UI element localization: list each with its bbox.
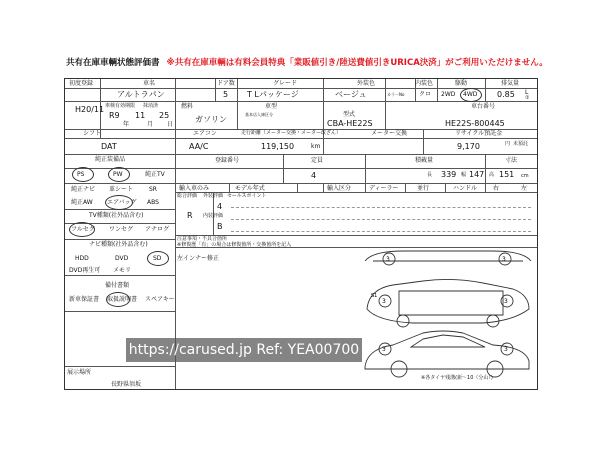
value-month: 11: [135, 111, 146, 120]
label-dealer: ディーラー: [369, 185, 399, 192]
size-unit: cm: [521, 173, 529, 179]
label-import-type: 輸入区分: [327, 185, 352, 192]
value-car-name: アルトラパン: [117, 90, 165, 99]
diagram-mark-2: 3: [502, 256, 506, 263]
value-aircon: AA/C: [189, 142, 209, 151]
value-model: CBA-HE22S: [327, 119, 373, 128]
equip-aw: 純正AW: [71, 199, 93, 206]
equip-airbag-circle: [105, 195, 133, 210]
tire-note: ※各タイヤ残溝(新〜10（分山）): [421, 375, 493, 381]
label-doors: ドア数: [217, 80, 235, 87]
value-overall: R: [187, 211, 193, 220]
year-unit: 年: [123, 121, 130, 128]
notes-sub: ※修復歴「有」の場合は修復箇所・交換箇所を記入: [177, 242, 292, 248]
value-displacement-mark: ①: [525, 95, 530, 101]
label-dereg: 抹消済: [143, 103, 159, 109]
location-title: 展示場所: [67, 369, 92, 376]
equip-tv: 純正TV: [145, 171, 165, 178]
value-recycle: 9,170: [457, 142, 480, 151]
tv-analog: アナログ: [145, 226, 170, 233]
label-chassis-num: 車台番号: [471, 103, 496, 110]
label-interior: 内装評価: [203, 213, 224, 219]
label-shift: シフト: [83, 130, 102, 137]
label-car-name: 車名: [143, 80, 156, 87]
value-displacement-unit: L: [525, 89, 529, 96]
label-drive: 駆動: [455, 80, 468, 87]
label-meter-change: メーター交換: [371, 130, 408, 137]
value-interior-color: クロ: [419, 91, 432, 98]
equip-airbag: エアバッグ: [107, 199, 137, 206]
equip-pw: PW: [113, 171, 123, 178]
value-shift: DAT: [101, 142, 117, 151]
label-grade: グレード: [273, 80, 298, 87]
docs-title: 備付書類: [105, 282, 130, 289]
value-drive-4wd: 4WD: [463, 91, 478, 98]
equip-leather: 革シート: [109, 186, 134, 193]
label-drive-side: ハンドル: [453, 185, 478, 192]
diagram-mark-s1: S1: [371, 293, 378, 299]
diagram-mark-1: 3: [386, 256, 390, 263]
equip-ps: PS: [77, 171, 85, 178]
label-overall: 総合評価: [177, 193, 198, 199]
equip-ps-circle: [72, 167, 94, 182]
watermark-overlay: https://carused.jp Ref: YEA00700: [126, 338, 362, 362]
label-capacity: 定員: [311, 157, 324, 164]
label-car-type: 車型: [265, 103, 278, 110]
notes-title: 注意事項・不具合箇所: [177, 236, 228, 242]
length-label: 長: [427, 172, 433, 178]
value-fuel: ガソリン: [195, 115, 227, 124]
label-parallel: 並行: [417, 185, 430, 192]
docs-spare-key: スペアキー: [145, 296, 175, 303]
value-first-reg: H20/11: [75, 105, 105, 114]
value-drive-2wd: 2WD: [441, 91, 456, 98]
value-capacity: 4: [311, 171, 317, 180]
label-importer: 輸入車のみ: [179, 185, 210, 192]
label-aircon: エアコン: [193, 130, 217, 137]
label-fuel: 燃料: [181, 103, 194, 110]
navi-memory: メモリ: [113, 267, 132, 274]
label-exterior: 外装評価: [203, 193, 224, 199]
navi-title: ナビ種類(社外品含む): [89, 241, 148, 248]
mileage-unit: km: [311, 143, 321, 150]
value-exterior: 4: [217, 202, 223, 211]
docs-manual-circle: [106, 292, 130, 307]
height-label: 高: [489, 172, 495, 178]
recycle-status: 未預託: [513, 141, 529, 147]
diagram-mark-3: 3: [382, 298, 386, 305]
equip-navi: 純正ナビ: [71, 186, 96, 193]
navi-dvd-play: DVD再生可: [69, 267, 101, 274]
day-unit: 日: [167, 121, 174, 128]
document-title-line: [66, 56, 548, 68]
value-day: 25: [159, 111, 170, 120]
value-doors: 5: [223, 90, 229, 99]
value-grade: T Lパッケージ: [247, 90, 299, 99]
month-unit: 月: [147, 121, 154, 128]
label-inspection: 車検有効期限: [105, 103, 136, 109]
value-length: 339: [441, 170, 457, 179]
label-left: 左: [521, 185, 528, 192]
diagram-mark-5: 3: [382, 346, 386, 353]
tv-fullseg-circle: [69, 222, 95, 237]
label-sales-point: セールスポイント: [227, 193, 267, 199]
label-load: 積載量: [415, 157, 434, 164]
value-displacement: 0.85: [497, 90, 515, 99]
navi-hdd: HDD: [75, 255, 89, 262]
equip-pw-circle: [108, 167, 130, 182]
value-chassis: HE22S-800445: [445, 119, 505, 128]
navi-sd-circle: [147, 251, 169, 266]
location-value: 長野県須坂: [111, 381, 142, 388]
navi-sd: SD: [153, 255, 162, 262]
tv-title: TV種類(社外品含む): [89, 212, 144, 219]
label-base-grade: 基本店入庫区分: [245, 112, 273, 117]
note-text: 左インナー修正: [177, 255, 220, 262]
document-title: 共有在庫車輌状態評価書: [66, 58, 160, 68]
diagram-mark-6: 3: [504, 346, 508, 353]
label-reg-num: 登録番号: [215, 157, 240, 164]
label-model-year: モデル年式: [235, 185, 265, 192]
label-right: 右: [493, 185, 500, 192]
label-recycle: リサイクル預託金: [455, 130, 503, 137]
value-height: 151: [499, 170, 515, 179]
member-notice: ※共有在庫車輌は有料会員特典「業販値引き/陸送費値引きURICA決済」がご利用いただけません。: [166, 58, 548, 68]
equip-title: 純正装備品: [95, 156, 126, 163]
recycle-unit: 円: [505, 141, 511, 147]
tv-oneseg: ワンセグ: [109, 226, 134, 233]
label-interior-color: 内装色: [415, 80, 434, 87]
label-model: 型式: [343, 111, 356, 118]
label-mileage: 走行距離（メーター交換・メーター改ざん）: [241, 130, 342, 136]
car-damage-diagram: [363, 249, 533, 379]
docs-manual: 取扱説明書: [107, 296, 138, 303]
width-label: 幅: [461, 172, 467, 178]
tv-fullseg: フルセグ: [71, 226, 95, 233]
navi-dvd: DVD: [115, 255, 129, 262]
label-displacement: 排気量: [501, 80, 520, 87]
equip-sr: SR: [149, 186, 157, 193]
value-era: R9: [109, 111, 120, 120]
value-interior: B: [217, 222, 223, 231]
equip-abs: ABS: [147, 199, 159, 206]
docs-warranty: 新車保証書: [69, 296, 100, 303]
drive-selected-circle: [460, 88, 482, 102]
value-width: 147: [469, 170, 485, 179]
value-mileage: 119,150: [261, 142, 295, 151]
label-first-reg: 初度登録: [69, 80, 94, 87]
label-dimensions: 寸法: [505, 157, 518, 164]
value-color-code: カラーNo: [387, 92, 405, 97]
value-exterior-color: ベージュ: [335, 90, 367, 99]
label-exterior-color: 外装色: [357, 80, 376, 87]
diagram-mark-4: 3: [504, 298, 508, 305]
